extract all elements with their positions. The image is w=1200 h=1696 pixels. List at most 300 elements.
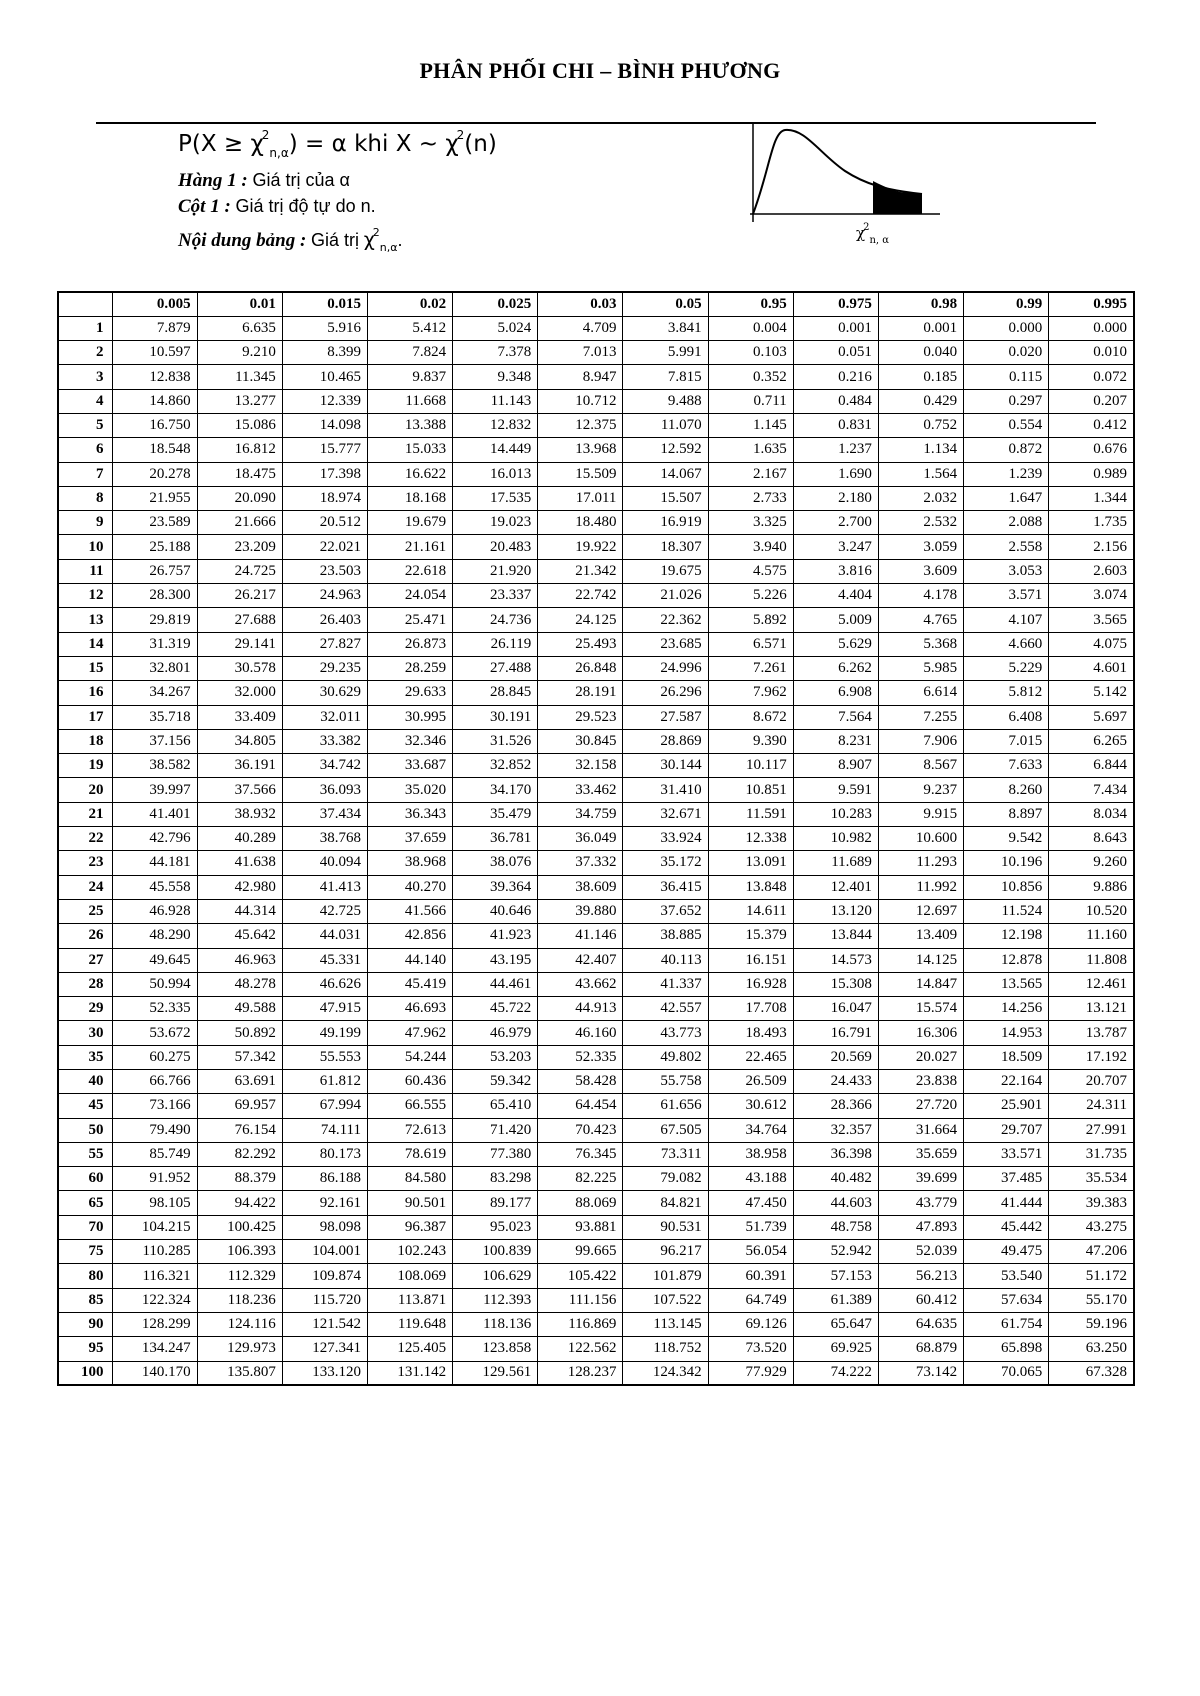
table-cell: 37.156 [112, 729, 197, 753]
table-cell: 88.379 [197, 1167, 282, 1191]
table-cell: 13.120 [793, 899, 878, 923]
table-cell: 14.449 [453, 438, 538, 462]
table-row [58, 1191, 1134, 1215]
table-cell: 18.974 [282, 486, 367, 510]
table-cell: 9.591 [793, 778, 878, 802]
table-cell: 4.178 [878, 584, 963, 608]
table-cell: 14.847 [878, 972, 963, 996]
table-cell: 46.979 [453, 1021, 538, 1045]
table-cell: 4.075 [1049, 632, 1134, 656]
table-cell: 8.260 [964, 778, 1049, 802]
table-cell: 11.808 [1049, 948, 1134, 972]
table-cell: 0.000 [964, 316, 1049, 340]
table-cell: 10.520 [1049, 899, 1134, 923]
table-row [58, 1288, 1134, 1312]
table-cell: 51.739 [708, 1215, 793, 1239]
formula-superscript-2: 2 [456, 128, 465, 142]
table-cell: 59.196 [1049, 1312, 1134, 1336]
table-cell: 12.697 [878, 899, 963, 923]
table-cell: 48.278 [197, 972, 282, 996]
table-cell: 43.662 [538, 972, 623, 996]
table-cell: 3.247 [793, 535, 878, 559]
table-cell: 100.839 [453, 1240, 538, 1264]
table-cell: 3.325 [708, 511, 793, 535]
table-cell: 0.185 [878, 365, 963, 389]
table-cell: 1.690 [793, 462, 878, 486]
table-cell: 111.156 [538, 1288, 623, 1312]
table-cell: 37.332 [538, 851, 623, 875]
table-cell: 19.675 [623, 559, 708, 583]
table-cell: 91.952 [112, 1167, 197, 1191]
table-cell: 70.423 [538, 1118, 623, 1142]
legend-content-note [178, 226, 403, 254]
table-cell: 38.609 [538, 875, 623, 899]
alpha-header-cell: 0.01 [197, 292, 282, 316]
table-cell: 35.479 [453, 802, 538, 826]
degrees-of-freedom-cell: 90 [58, 1312, 112, 1336]
content-note-end: . [397, 230, 403, 250]
table-cell: 0.216 [793, 365, 878, 389]
table-cell: 15.308 [793, 972, 878, 996]
table-cell: 79.490 [112, 1118, 197, 1142]
table-cell: 21.026 [623, 584, 708, 608]
table-cell: 8.643 [1049, 827, 1134, 851]
table-cell: 5.024 [453, 316, 538, 340]
table-cell: 25.471 [367, 608, 452, 632]
table-cell: 8.567 [878, 754, 963, 778]
table-cell: 108.069 [367, 1264, 452, 1288]
table-cell: 5.892 [708, 608, 793, 632]
table-cell: 39.880 [538, 899, 623, 923]
table-cell: 9.886 [1049, 875, 1134, 899]
table-cell: 6.908 [793, 681, 878, 705]
table-cell: 7.255 [878, 705, 963, 729]
table-cell: 8.947 [538, 365, 623, 389]
table-cell: 38.076 [453, 851, 538, 875]
table-cell: 3.841 [623, 316, 708, 340]
table-cell: 98.098 [282, 1215, 367, 1239]
table-cell: 2.603 [1049, 559, 1134, 583]
table-cell: 12.592 [623, 438, 708, 462]
table-cell: 2.088 [964, 511, 1049, 535]
table-cell: 32.000 [197, 681, 282, 705]
table-row [58, 413, 1134, 437]
degrees-of-freedom-cell: 24 [58, 875, 112, 899]
table-cell: 12.339 [282, 389, 367, 413]
table-cell: 0.207 [1049, 389, 1134, 413]
table-cell: 31.319 [112, 632, 197, 656]
table-cell: 35.659 [878, 1142, 963, 1166]
table-cell: 48.758 [793, 1215, 878, 1239]
table-cell: 21.920 [453, 559, 538, 583]
degrees-of-freedom-cell: 18 [58, 729, 112, 753]
table-cell: 60.391 [708, 1264, 793, 1288]
table-cell: 7.434 [1049, 778, 1134, 802]
table-cell: 9.488 [623, 389, 708, 413]
formula-suffix: ) = α khi X ~ χ [288, 131, 459, 157]
row-note-value: Giá trị của α [252, 170, 350, 190]
table-cell: 18.168 [367, 486, 452, 510]
table-cell: 73.520 [708, 1337, 793, 1361]
table-cell: 68.879 [878, 1337, 963, 1361]
table-row [58, 462, 1134, 486]
table-row [58, 1312, 1134, 1336]
table-cell: 9.260 [1049, 851, 1134, 875]
table-cell: 32.852 [453, 754, 538, 778]
table-cell: 11.160 [1049, 924, 1134, 948]
table-cell: 37.485 [964, 1167, 1049, 1191]
table-cell: 33.409 [197, 705, 282, 729]
table-cell: 24.125 [538, 608, 623, 632]
table-cell: 12.338 [708, 827, 793, 851]
table-cell: 0.831 [793, 413, 878, 437]
table-cell: 54.244 [367, 1045, 452, 1069]
table-cell: 24.311 [1049, 1094, 1134, 1118]
table-cell: 13.091 [708, 851, 793, 875]
table-cell: 11.070 [623, 413, 708, 437]
table-cell: 27.488 [453, 656, 538, 680]
table-cell: 14.573 [793, 948, 878, 972]
table-row [58, 438, 1134, 462]
table-cell: 55.170 [1049, 1288, 1134, 1312]
table-cell: 24.736 [453, 608, 538, 632]
table-cell: 52.335 [112, 997, 197, 1021]
table-cell: 44.314 [197, 899, 282, 923]
critical-chi-subscript: n, α [869, 235, 890, 246]
table-cell: 37.652 [623, 899, 708, 923]
table-cell: 43.195 [453, 948, 538, 972]
table-cell: 67.505 [623, 1118, 708, 1142]
table-cell: 0.872 [964, 438, 1049, 462]
table-cell: 4.765 [878, 608, 963, 632]
table-cell: 33.571 [964, 1142, 1049, 1166]
table-cell: 36.049 [538, 827, 623, 851]
critical-value-label [856, 222, 889, 246]
table-cell: 16.013 [453, 462, 538, 486]
table-cell: 57.153 [793, 1264, 878, 1288]
table-cell: 23.838 [878, 1070, 963, 1094]
table-cell: 46.963 [197, 948, 282, 972]
table-cell: 46.693 [367, 997, 452, 1021]
table-cell: 41.444 [964, 1191, 1049, 1215]
table-cell: 69.957 [197, 1094, 282, 1118]
table-cell: 35.172 [623, 851, 708, 875]
table-row [58, 1094, 1134, 1118]
table-cell: 33.687 [367, 754, 452, 778]
table-cell: 46.160 [538, 1021, 623, 1045]
table-cell: 18.307 [623, 535, 708, 559]
table-cell: 18.475 [197, 462, 282, 486]
table-cell: 57.634 [964, 1288, 1049, 1312]
table-cell: 123.858 [453, 1337, 538, 1361]
table-cell: 13.388 [367, 413, 452, 437]
table-cell: 83.298 [453, 1167, 538, 1191]
table-row [58, 997, 1134, 1021]
table-row [58, 365, 1134, 389]
alpha-header-cell: 0.025 [453, 292, 538, 316]
table-cell: 45.419 [367, 972, 452, 996]
alpha-header-cell: 0.99 [964, 292, 1049, 316]
table-cell: 0.001 [793, 316, 878, 340]
table-cell: 48.290 [112, 924, 197, 948]
degrees-of-freedom-cell: 13 [58, 608, 112, 632]
table-cell: 140.170 [112, 1361, 197, 1385]
table-cell: 32.801 [112, 656, 197, 680]
table-cell: 26.757 [112, 559, 197, 583]
table-cell: 34.742 [282, 754, 367, 778]
table-cell: 6.408 [964, 705, 1049, 729]
table-cell: 28.366 [793, 1094, 878, 1118]
content-note-label: Nội dung bảng : [178, 230, 307, 251]
table-cell: 42.725 [282, 899, 367, 923]
table-cell: 32.011 [282, 705, 367, 729]
table-cell: 5.142 [1049, 681, 1134, 705]
degrees-of-freedom-cell: 6 [58, 438, 112, 462]
table-cell: 26.848 [538, 656, 623, 680]
table-row [58, 1361, 1134, 1385]
table-cell: 34.759 [538, 802, 623, 826]
table-cell: 44.603 [793, 1191, 878, 1215]
chi-superscript: 2 [372, 226, 380, 239]
table-cell: 1.344 [1049, 486, 1134, 510]
table-cell: 33.462 [538, 778, 623, 802]
table-cell: 42.856 [367, 924, 452, 948]
table-cell: 22.362 [623, 608, 708, 632]
table-cell: 7.378 [453, 341, 538, 365]
table-cell: 5.812 [964, 681, 1049, 705]
table-cell: 79.082 [623, 1167, 708, 1191]
table-cell: 15.509 [538, 462, 623, 486]
table-cell: 10.465 [282, 365, 367, 389]
table-cell: 19.023 [453, 511, 538, 535]
table-row [58, 1215, 1134, 1239]
table-cell: 27.827 [282, 632, 367, 656]
chi-square-table [57, 291, 1135, 1386]
table-cell: 2.167 [708, 462, 793, 486]
table-cell: 18.480 [538, 511, 623, 535]
table-cell: 129.561 [453, 1361, 538, 1385]
table-row [58, 608, 1134, 632]
table-cell: 11.591 [708, 802, 793, 826]
table-cell: 50.994 [112, 972, 197, 996]
table-cell: 36.415 [623, 875, 708, 899]
degrees-of-freedom-cell: 50 [58, 1118, 112, 1142]
table-cell: 6.635 [197, 316, 282, 340]
degrees-of-freedom-cell: 100 [58, 1361, 112, 1385]
table-cell: 100.425 [197, 1215, 282, 1239]
table-cell: 7.879 [112, 316, 197, 340]
probability-formula [178, 128, 497, 160]
table-cell: 17.011 [538, 486, 623, 510]
degrees-of-freedom-cell: 10 [58, 535, 112, 559]
table-row [58, 341, 1134, 365]
alpha-header-cell: 0.005 [112, 292, 197, 316]
table-cell: 8.399 [282, 341, 367, 365]
table-cell: 67.328 [1049, 1361, 1134, 1385]
table-cell: 49.645 [112, 948, 197, 972]
table-cell: 10.117 [708, 754, 793, 778]
degrees-of-freedom-cell: 45 [58, 1094, 112, 1118]
table-cell: 47.206 [1049, 1240, 1134, 1264]
table-cell: 43.188 [708, 1167, 793, 1191]
table-cell: 6.262 [793, 656, 878, 680]
table-cell: 10.600 [878, 827, 963, 851]
table-cell: 135.807 [197, 1361, 282, 1385]
table-cell: 26.403 [282, 608, 367, 632]
degrees-of-freedom-cell: 75 [58, 1240, 112, 1264]
table-cell: 14.611 [708, 899, 793, 923]
table-cell: 0.412 [1049, 413, 1134, 437]
table-row [58, 656, 1134, 680]
degrees-of-freedom-cell: 9 [58, 511, 112, 535]
table-cell: 77.380 [453, 1142, 538, 1166]
table-row [58, 754, 1134, 778]
table-cell: 105.422 [538, 1264, 623, 1288]
table-cell: 30.629 [282, 681, 367, 705]
table-cell: 19.922 [538, 535, 623, 559]
table-cell: 2.032 [878, 486, 963, 510]
table-cell: 21.342 [538, 559, 623, 583]
table-cell: 56.213 [878, 1264, 963, 1288]
table-row [58, 632, 1134, 656]
table-cell: 21.666 [197, 511, 282, 535]
table-cell: 52.942 [793, 1240, 878, 1264]
degrees-of-freedom-cell: 11 [58, 559, 112, 583]
table-row [58, 802, 1134, 826]
table-cell: 7.815 [623, 365, 708, 389]
table-cell: 2.700 [793, 511, 878, 535]
table-cell: 34.764 [708, 1118, 793, 1142]
table-cell: 44.140 [367, 948, 452, 972]
alpha-header-cell: 0.015 [282, 292, 367, 316]
table-cell: 39.997 [112, 778, 197, 802]
table-cell: 13.968 [538, 438, 623, 462]
table-cell: 3.059 [878, 535, 963, 559]
degrees-of-freedom-cell: 7 [58, 462, 112, 486]
table-cell: 66.766 [112, 1070, 197, 1094]
table-cell: 0.989 [1049, 462, 1134, 486]
table-cell: 12.878 [964, 948, 1049, 972]
formula-prefix: P(X ≥ χ [178, 131, 264, 157]
table-cell: 26.509 [708, 1070, 793, 1094]
table-cell: 94.422 [197, 1191, 282, 1215]
row-note-label: Hàng 1 : [178, 170, 248, 191]
table-cell: 30.995 [367, 705, 452, 729]
table-cell: 42.980 [197, 875, 282, 899]
table-cell: 77.929 [708, 1361, 793, 1385]
table-cell: 101.879 [623, 1264, 708, 1288]
table-cell: 95.023 [453, 1215, 538, 1239]
table-cell: 102.243 [367, 1240, 452, 1264]
table-cell: 45.331 [282, 948, 367, 972]
table-cell: 12.838 [112, 365, 197, 389]
degrees-of-freedom-cell: 4 [58, 389, 112, 413]
table-cell: 118.236 [197, 1288, 282, 1312]
table-cell: 66.555 [367, 1094, 452, 1118]
table-cell: 92.161 [282, 1191, 367, 1215]
table-cell: 20.512 [282, 511, 367, 535]
table-cell: 45.442 [964, 1215, 1049, 1239]
table-cell: 29.235 [282, 656, 367, 680]
table-cell: 7.015 [964, 729, 1049, 753]
degrees-of-freedom-cell: 21 [58, 802, 112, 826]
table-cell: 9.210 [197, 341, 282, 365]
table-cell: 74.111 [282, 1118, 367, 1142]
table-cell: 32.357 [793, 1118, 878, 1142]
table-cell: 119.648 [367, 1312, 452, 1336]
table-row [58, 729, 1134, 753]
table-row [58, 1240, 1134, 1264]
table-cell: 2.156 [1049, 535, 1134, 559]
table-cell: 15.033 [367, 438, 452, 462]
table-cell: 41.638 [197, 851, 282, 875]
table-cell: 15.379 [708, 924, 793, 948]
table-cell: 20.707 [1049, 1070, 1134, 1094]
degrees-of-freedom-cell: 23 [58, 851, 112, 875]
table-cell: 28.259 [367, 656, 452, 680]
table-cell: 46.928 [112, 899, 197, 923]
table-cell: 15.777 [282, 438, 367, 462]
table-cell: 32.671 [623, 802, 708, 826]
table-cell: 24.054 [367, 584, 452, 608]
table-cell: 23.209 [197, 535, 282, 559]
table-cell: 37.434 [282, 802, 367, 826]
table-cell: 28.845 [453, 681, 538, 705]
table-cell: 63.691 [197, 1070, 282, 1094]
degrees-of-freedom-cell: 17 [58, 705, 112, 729]
table-cell: 16.812 [197, 438, 282, 462]
table-row [58, 1070, 1134, 1094]
table-cell: 34.170 [453, 778, 538, 802]
table-row [58, 511, 1134, 535]
table-cell: 64.749 [708, 1288, 793, 1312]
table-cell: 14.067 [623, 462, 708, 486]
table-cell: 17.398 [282, 462, 367, 486]
table-cell: 74.222 [793, 1361, 878, 1385]
table-cell: 29.141 [197, 632, 282, 656]
degrees-of-freedom-cell: 12 [58, 584, 112, 608]
table-cell: 22.618 [367, 559, 452, 583]
table-cell: 4.601 [1049, 656, 1134, 680]
table-cell: 5.009 [793, 608, 878, 632]
table-cell: 22.164 [964, 1070, 1049, 1094]
chi-subscript: n,α [379, 241, 398, 254]
table-cell: 106.393 [197, 1240, 282, 1264]
table-cell: 73.142 [878, 1361, 963, 1385]
table-cell: 84.821 [623, 1191, 708, 1215]
table-cell: 118.136 [453, 1312, 538, 1336]
table-cell: 10.597 [112, 341, 197, 365]
table-cell: 5.985 [878, 656, 963, 680]
table-cell: 0.051 [793, 341, 878, 365]
degrees-of-freedom-cell: 28 [58, 972, 112, 996]
table-cell: 129.973 [197, 1337, 282, 1361]
table-cell: 2.733 [708, 486, 793, 510]
table-cell: 2.532 [878, 511, 963, 535]
table-cell: 21.955 [112, 486, 197, 510]
degrees-of-freedom-cell: 19 [58, 754, 112, 778]
table-cell: 42.796 [112, 827, 197, 851]
table-cell: 6.614 [878, 681, 963, 705]
table-cell: 41.337 [623, 972, 708, 996]
degrees-of-freedom-cell: 70 [58, 1215, 112, 1239]
degrees-of-freedom-cell: 80 [58, 1264, 112, 1288]
table-cell: 45.558 [112, 875, 197, 899]
table-cell: 5.991 [623, 341, 708, 365]
table-cell: 5.629 [793, 632, 878, 656]
table-cell: 56.054 [708, 1240, 793, 1264]
table-row [58, 1021, 1134, 1045]
